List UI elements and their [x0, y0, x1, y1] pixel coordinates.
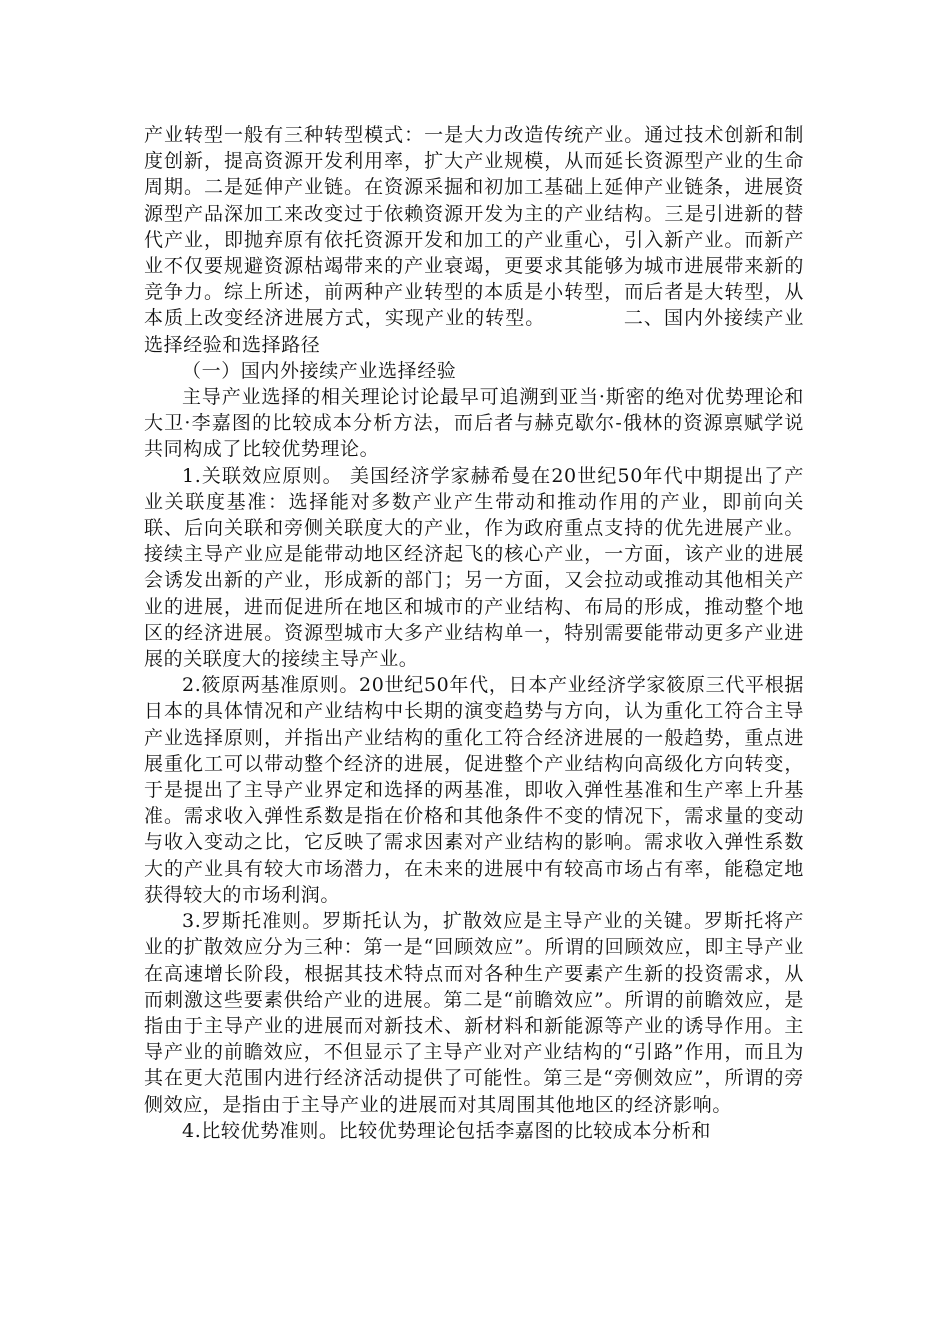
subsection-heading: （一）国内外接续产业选择经验 — [182, 359, 457, 382]
paragraph-shinohara-criteria: 2.筱原两基准原则。20世纪50年代，日本产业经济学家筱原三代平根据日本的具体情况和产业结构中长期的演变趋势与方向，认为重化工符合主导产业选择原则，并指出产业结构的重化工符合经济进展的一般趋势，重点进展重化工可以带动整个经济的进展，促进整个产业结构向高级化方向转变，于是提出了主导产业界定和选择的两基准，即收入弹性基准和生产率上升基准。需求收入弹性系数是指在价格和其他条件不变的情况下，需求量的变动与收入变动之比，它反映了需求因素对产业结构的影响。需求收入弹性系数大的产业具有较大市场潜力，在未来的进展中有较高市场占有率，能稳定地获得较大的市场利润。 — [144, 674, 804, 906]
paragraph-comparative-advantage: 4.比较优势准则。比较优势理论包括李嘉图的比较成本分析和 — [182, 1119, 711, 1142]
paragraph-theory-origin: 主导产业选择的相关理论讨论最早可追溯到亚当·斯密的绝对优势理论和大卫·李嘉图的比较成本分析方法，而后者与赫克歇尔-俄林的资源禀赋学说共同构成了比较优势理论。 — [144, 386, 804, 461]
paragraph-linkage-principle: 1.关联效应原则。 美国经济学家赫希曼在20世纪50年代中期提出了产业关联度基准：选择能对多数产业产生带动和推动作用的产业，即前向关联、后向关联和旁侧关联度大的产业，作为政府重点支持的优先进展产业。接续主导产业应是能带动地区经济起飞的核心产业，一方面，该产业的进展会诱发出新的产业，形成新的部门；另一方面，又会拉动或推动其他相关产业的进展，进而促进所在地区和城市的产业结构、布局的形成，推动整个地区的经济进展。资源型城市大多产业结构单一，特别需要能带动更多产业进展的关联度大的接续主导产业。 — [144, 464, 804, 671]
section-heading: 二、国内外接续产业选择经验和选择路径 — [144, 307, 804, 356]
document-body — [144, 122, 804, 1144]
paragraph-rostow-criteria: 3.罗斯托准则。罗斯托认为，扩散效应是主导产业的关键。罗斯托将产业的扩散效应分为三种：第一是“回顾效应”。所谓的回顾效应，即主导产业在高速增长阶段，根据其技术特点而对各种生产要素产生新的投资需求，从而刺激这些要素供给产业的进展。第二是“前瞻效应”。所谓的前瞻效应，是指由于主导产业的进展而对新技术、新材料和新能源等产业的诱导作用。主导产业的前瞻效应，不但显示了主导产业对产业结构的“引路”作用，而且为其在更大范围内进行经济活动提供了可能性。第三是“旁侧效应”，所谓的旁侧效应，是指由于主导产业的进展而对其周围其他地区的经济影响。 — [144, 910, 804, 1116]
intro-paragraph-text: 产业转型一般有三种转型模式：一是大力改造传统产业。通过技术创新和制度创新，提高资源开发利用率，扩大产业规模，从而延长资源型产业的生命周期。二是延伸产业链。在资源采掘和初加工基础上延伸产业链条，进展资源型产品深加工来改变过于依赖资源开发为主的产业结构。三是引进新的替代产业，即抛弃原有依托资源开发和加工的产业重心，引入新产业。而新产业不仅要规避资源枯竭带来的产业衰竭，更要求其能够为城市进展带来新的竞争力。综上所述，前两种产业转型的本质是小转型，而后者是大转型，从本质上改变经济进展方式，实现产业的转型。 — [144, 124, 804, 330]
intro-paragraph — [144, 122, 804, 358]
